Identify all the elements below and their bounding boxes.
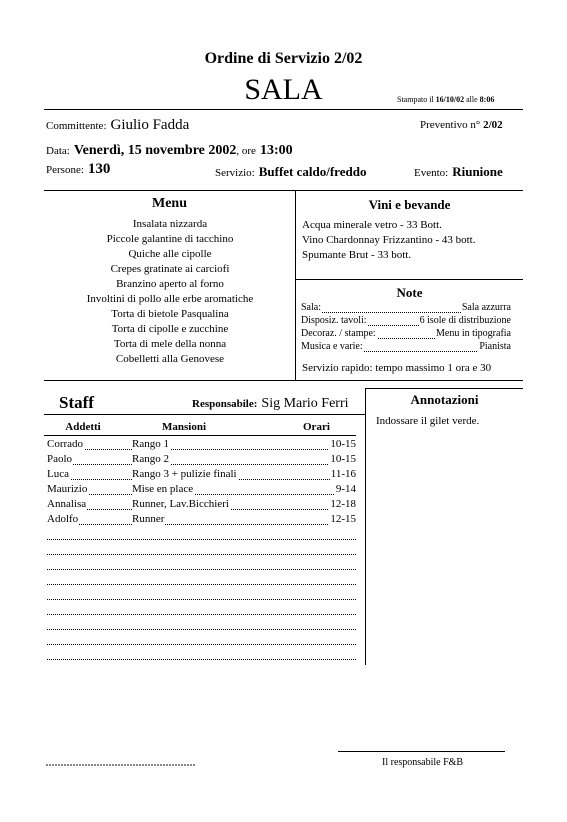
table-row xyxy=(47,498,356,513)
quote-line xyxy=(420,119,503,131)
service-label: Servizio: xyxy=(215,167,255,179)
staff-task: Rango 1 xyxy=(132,438,169,450)
department-title: SALA xyxy=(244,73,323,106)
dot-leader xyxy=(47,604,356,615)
empty-table-row xyxy=(47,633,356,648)
printed-time: 8:06 xyxy=(479,95,495,104)
staff-header-underline xyxy=(44,435,356,436)
event-line xyxy=(414,163,503,181)
staff-hours: 11-16 xyxy=(330,468,356,480)
staff-hours: 9-14 xyxy=(335,483,356,495)
staff-title: Staff xyxy=(59,393,94,412)
event-label: Evento: xyxy=(414,167,449,179)
beverage-item: Acqua minerale vetro - 33 Bott. xyxy=(302,219,442,231)
staff-task: Rango 2 xyxy=(132,453,169,465)
staff-manager-name: Sig Mario Ferri xyxy=(261,396,349,411)
people-count: 130 xyxy=(87,161,111,177)
dot-leader xyxy=(47,559,356,570)
empty-table-row xyxy=(47,588,356,603)
note-row xyxy=(301,328,511,341)
dot-leader xyxy=(47,589,356,600)
staff-section-divider xyxy=(365,388,366,665)
service-line xyxy=(215,163,366,181)
empty-table-row xyxy=(47,603,356,618)
menu-item: Torta di mele della nonna xyxy=(113,338,227,350)
dot-leader xyxy=(47,634,356,645)
notes-title: Note xyxy=(396,285,423,300)
staff-manager-label: Responsabile: xyxy=(192,398,258,410)
note-value: Sala azzurra xyxy=(461,302,511,313)
event-date: Venerdì, 15 novembre 2002 xyxy=(73,143,237,158)
note-value: Menu in tipografia xyxy=(436,328,511,339)
client-line xyxy=(46,116,189,134)
table-row xyxy=(47,483,356,498)
people-label: Persone: xyxy=(46,164,84,176)
menu-item: Torta di bietole Pasqualina xyxy=(111,308,229,320)
staff-hours: 12-18 xyxy=(330,498,356,510)
dot-leader xyxy=(47,439,356,450)
note-key: Musica e varie: xyxy=(301,341,363,352)
menu-item: Involtini di pollo alle erbe aromatiche xyxy=(86,293,254,305)
staff-title-divider xyxy=(44,414,365,415)
empty-table-row xyxy=(47,618,356,633)
beverage-item: Vino Chardonnay Frizzantino - 43 bott. xyxy=(302,234,476,246)
empty-table-row xyxy=(47,648,356,663)
staff-name: Corrado xyxy=(47,438,84,450)
printed-label: Stampato il xyxy=(397,95,434,104)
staff-name: Maurizio xyxy=(47,483,88,495)
col-header-orari: Orari xyxy=(303,421,330,433)
staff-hours: 10-15 xyxy=(330,453,356,465)
quote-label: Preventivo n° xyxy=(420,119,481,131)
table-row xyxy=(47,453,356,468)
client-name: Giulio Fadda xyxy=(110,117,190,133)
notes-top-border xyxy=(295,279,523,280)
note-row xyxy=(301,315,511,328)
note-key: Sala: xyxy=(301,302,321,313)
empty-table-row xyxy=(47,528,356,543)
staff-name: Annalisa xyxy=(47,498,87,510)
notes-extra: Servizio rapido: tempo massimo 1 ora e 30 xyxy=(302,362,492,374)
staff-name: Paolo xyxy=(47,453,73,465)
note-value: Pianista xyxy=(479,341,511,352)
footer-fine-print xyxy=(46,764,196,766)
header-divider xyxy=(44,109,523,110)
service-type: Buffet caldo/freddo xyxy=(258,164,367,179)
menu-item: Cobelletti alla Genovese xyxy=(115,353,225,365)
note-key: Disposiz. tavoli: xyxy=(301,315,367,326)
staff-task: Runner, Lav.Bicchieri xyxy=(132,498,229,510)
table-row xyxy=(47,438,356,453)
table-row xyxy=(47,513,356,528)
event-type: Riunione xyxy=(452,164,503,179)
client-label: Committente: xyxy=(46,120,107,132)
dot-leader xyxy=(47,454,356,465)
menu-item: Insalata nizzarda xyxy=(132,218,208,230)
dot-leader xyxy=(47,619,356,630)
staff-task: Rango 3 + pulizie finali xyxy=(132,468,237,480)
printed-stamp xyxy=(397,95,494,104)
printed-time-label: alle xyxy=(466,95,478,104)
printed-date: 16/10/02 xyxy=(435,95,465,104)
signature-line xyxy=(338,751,505,752)
annotations-top-border xyxy=(365,388,523,389)
note-key: Decoraz. / stampe: xyxy=(301,328,376,339)
event-time: 13:00 xyxy=(259,143,293,158)
menu-item: Piccole galantine di tacchino xyxy=(106,233,234,245)
table-row xyxy=(47,468,356,483)
annotations-title: Annotazioni xyxy=(410,392,479,407)
staff-hours: 10-15 xyxy=(330,438,356,450)
staff-hours: 12-15 xyxy=(330,513,356,525)
dot-leader xyxy=(47,529,356,540)
people-line xyxy=(46,160,110,178)
empty-table-row xyxy=(47,558,356,573)
menu-title: Menu xyxy=(152,196,187,211)
staff-manager-line xyxy=(192,394,349,412)
menu-section-top-border xyxy=(44,190,523,191)
col-header-addetti: Addetti xyxy=(65,421,101,433)
staff-name: Luca xyxy=(47,468,69,480)
quote-number: 2/02 xyxy=(483,119,503,131)
empty-table-row xyxy=(47,543,356,558)
menu-item: Quiche alle cipolle xyxy=(128,248,212,260)
time-label: , ore xyxy=(236,145,256,157)
dot-leader xyxy=(47,574,356,585)
menu-item: Crepes gratinate ai carciofi xyxy=(110,263,230,275)
annotations-text: Indossare il gilet verde. xyxy=(376,415,480,427)
staff-task: Mise en place xyxy=(132,483,194,495)
dot-leader xyxy=(47,484,356,495)
note-value: 6 isole di distribuzione xyxy=(419,315,511,326)
menu-item: Torta di cipolle e zucchine xyxy=(111,323,229,335)
beverages-title: Vini e bevande xyxy=(368,197,451,212)
dot-leader xyxy=(47,649,356,660)
dot-leader xyxy=(47,544,356,555)
col-header-mansioni: Mansioni xyxy=(161,421,206,433)
date-line xyxy=(46,141,293,159)
document-title: Ordine di Servizio 2/02 xyxy=(204,50,363,67)
note-row xyxy=(301,302,511,315)
dot-leader xyxy=(47,514,356,525)
menu-section-bottom-border xyxy=(44,380,523,381)
staff-name: Adolfo xyxy=(47,513,79,525)
staff-task: Runner xyxy=(132,513,165,525)
empty-table-row xyxy=(47,573,356,588)
menu-item: Branzino aperto al forno xyxy=(116,278,224,290)
note-row xyxy=(301,341,511,354)
beverage-item: Spumante Brut - 33 bott. xyxy=(302,249,412,261)
date-label: Data: xyxy=(46,145,70,157)
signature-label: Il responsabile F&B xyxy=(382,757,464,768)
